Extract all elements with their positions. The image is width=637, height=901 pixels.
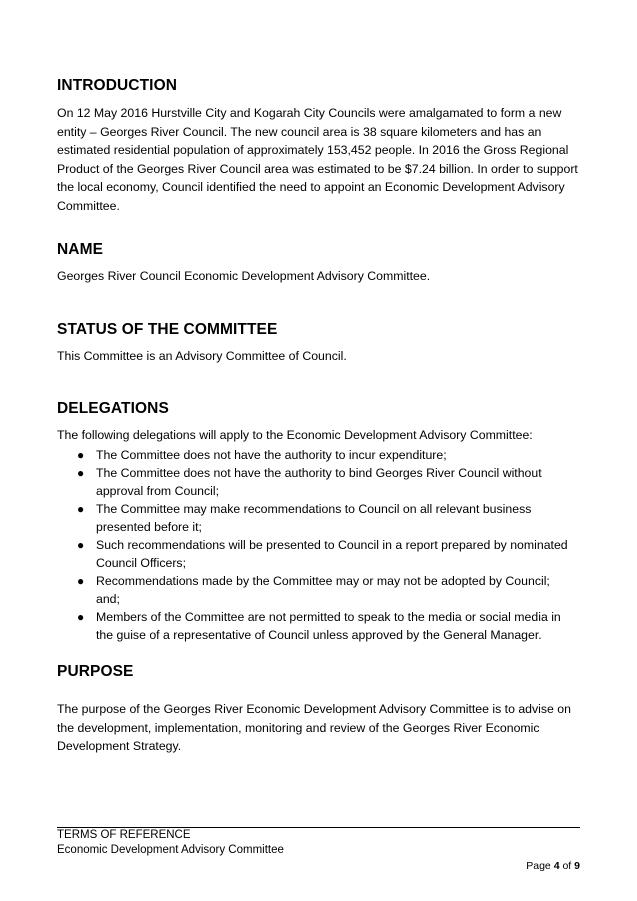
section-heading-introduction: INTRODUCTION xyxy=(57,77,178,94)
bullet-icon: ● xyxy=(77,574,85,588)
list-item-text: Recommendations made by the Committee may or may not be adopted by Council; and; xyxy=(96,574,550,606)
page-number xyxy=(526,859,580,873)
delegations-list xyxy=(57,446,587,644)
page-label: Page xyxy=(526,860,551,872)
section-heading-delegations: DELEGATIONS xyxy=(57,400,169,417)
bullet-icon: ● xyxy=(77,610,85,624)
bullet-icon: ● xyxy=(77,502,85,516)
list-item-text: The Committee does not have the authority to bind Georges River Council without approval from Council; xyxy=(96,466,542,498)
purpose-paragraph: The purpose of the Georges River Economic Development Advisory Committee is to advise on the development, implementation, monitoring and review of the Georges River Economic Development Strategy. xyxy=(57,702,571,754)
section-heading-name: NAME xyxy=(57,241,104,258)
list-item xyxy=(57,572,576,608)
bullet-icon: ● xyxy=(77,466,85,480)
list-item xyxy=(57,464,576,500)
section-heading-status: STATUS OF THE COMMITTEE xyxy=(57,321,278,338)
list-item xyxy=(57,446,576,464)
name-paragraph: Georges River Council Economic Development Advisory Committee. xyxy=(57,269,431,283)
list-item-text: Members of the Committee are not permitted to speak to the media or social media in the guise of a representative of Council unless approved by the General Manager. xyxy=(96,610,561,642)
footer-title: TERMS OF REFERENCE xyxy=(57,829,191,841)
bullet-icon: ● xyxy=(77,448,85,462)
list-item-text: The Committee does not have the authority to incur expenditure; xyxy=(96,448,447,462)
footer-subtitle: Economic Development Advisory Committee xyxy=(57,844,284,856)
list-item xyxy=(57,500,576,536)
list-item xyxy=(57,608,576,644)
introduction-paragraph: On 12 May 2016 Hurstville City and Kogarah City Councils were amalgamated to form a new entity – Georges River Council. The new council area is 38 square kilometers and has an estimated residential population of approximately 153,452 people. In 2016 the Gross Regional Product of the Georges River Council area was estimated to be $7.24 billion. In order to support the local economy, Council identified the need to appoint an Economic Development Advisory Committee. xyxy=(57,106,578,213)
list-item xyxy=(57,536,576,572)
list-item-text: The Committee may make recommendations to Council on all relevant business presented before it; xyxy=(96,502,532,534)
list-item-text: Such recommendations will be presented to Council in a report prepared by nominated Council Officers; xyxy=(96,538,568,570)
page-of: of xyxy=(562,860,572,872)
delegations-intro: The following delegations will apply to the Economic Development Advisory Committee: xyxy=(57,428,533,442)
page-current: 4 xyxy=(553,860,560,872)
status-paragraph: This Committee is an Advisory Committee of Council. xyxy=(57,349,347,363)
bullet-icon: ● xyxy=(77,538,85,552)
page-total: 9 xyxy=(574,860,580,872)
section-heading-purpose: PURPOSE xyxy=(57,663,134,680)
